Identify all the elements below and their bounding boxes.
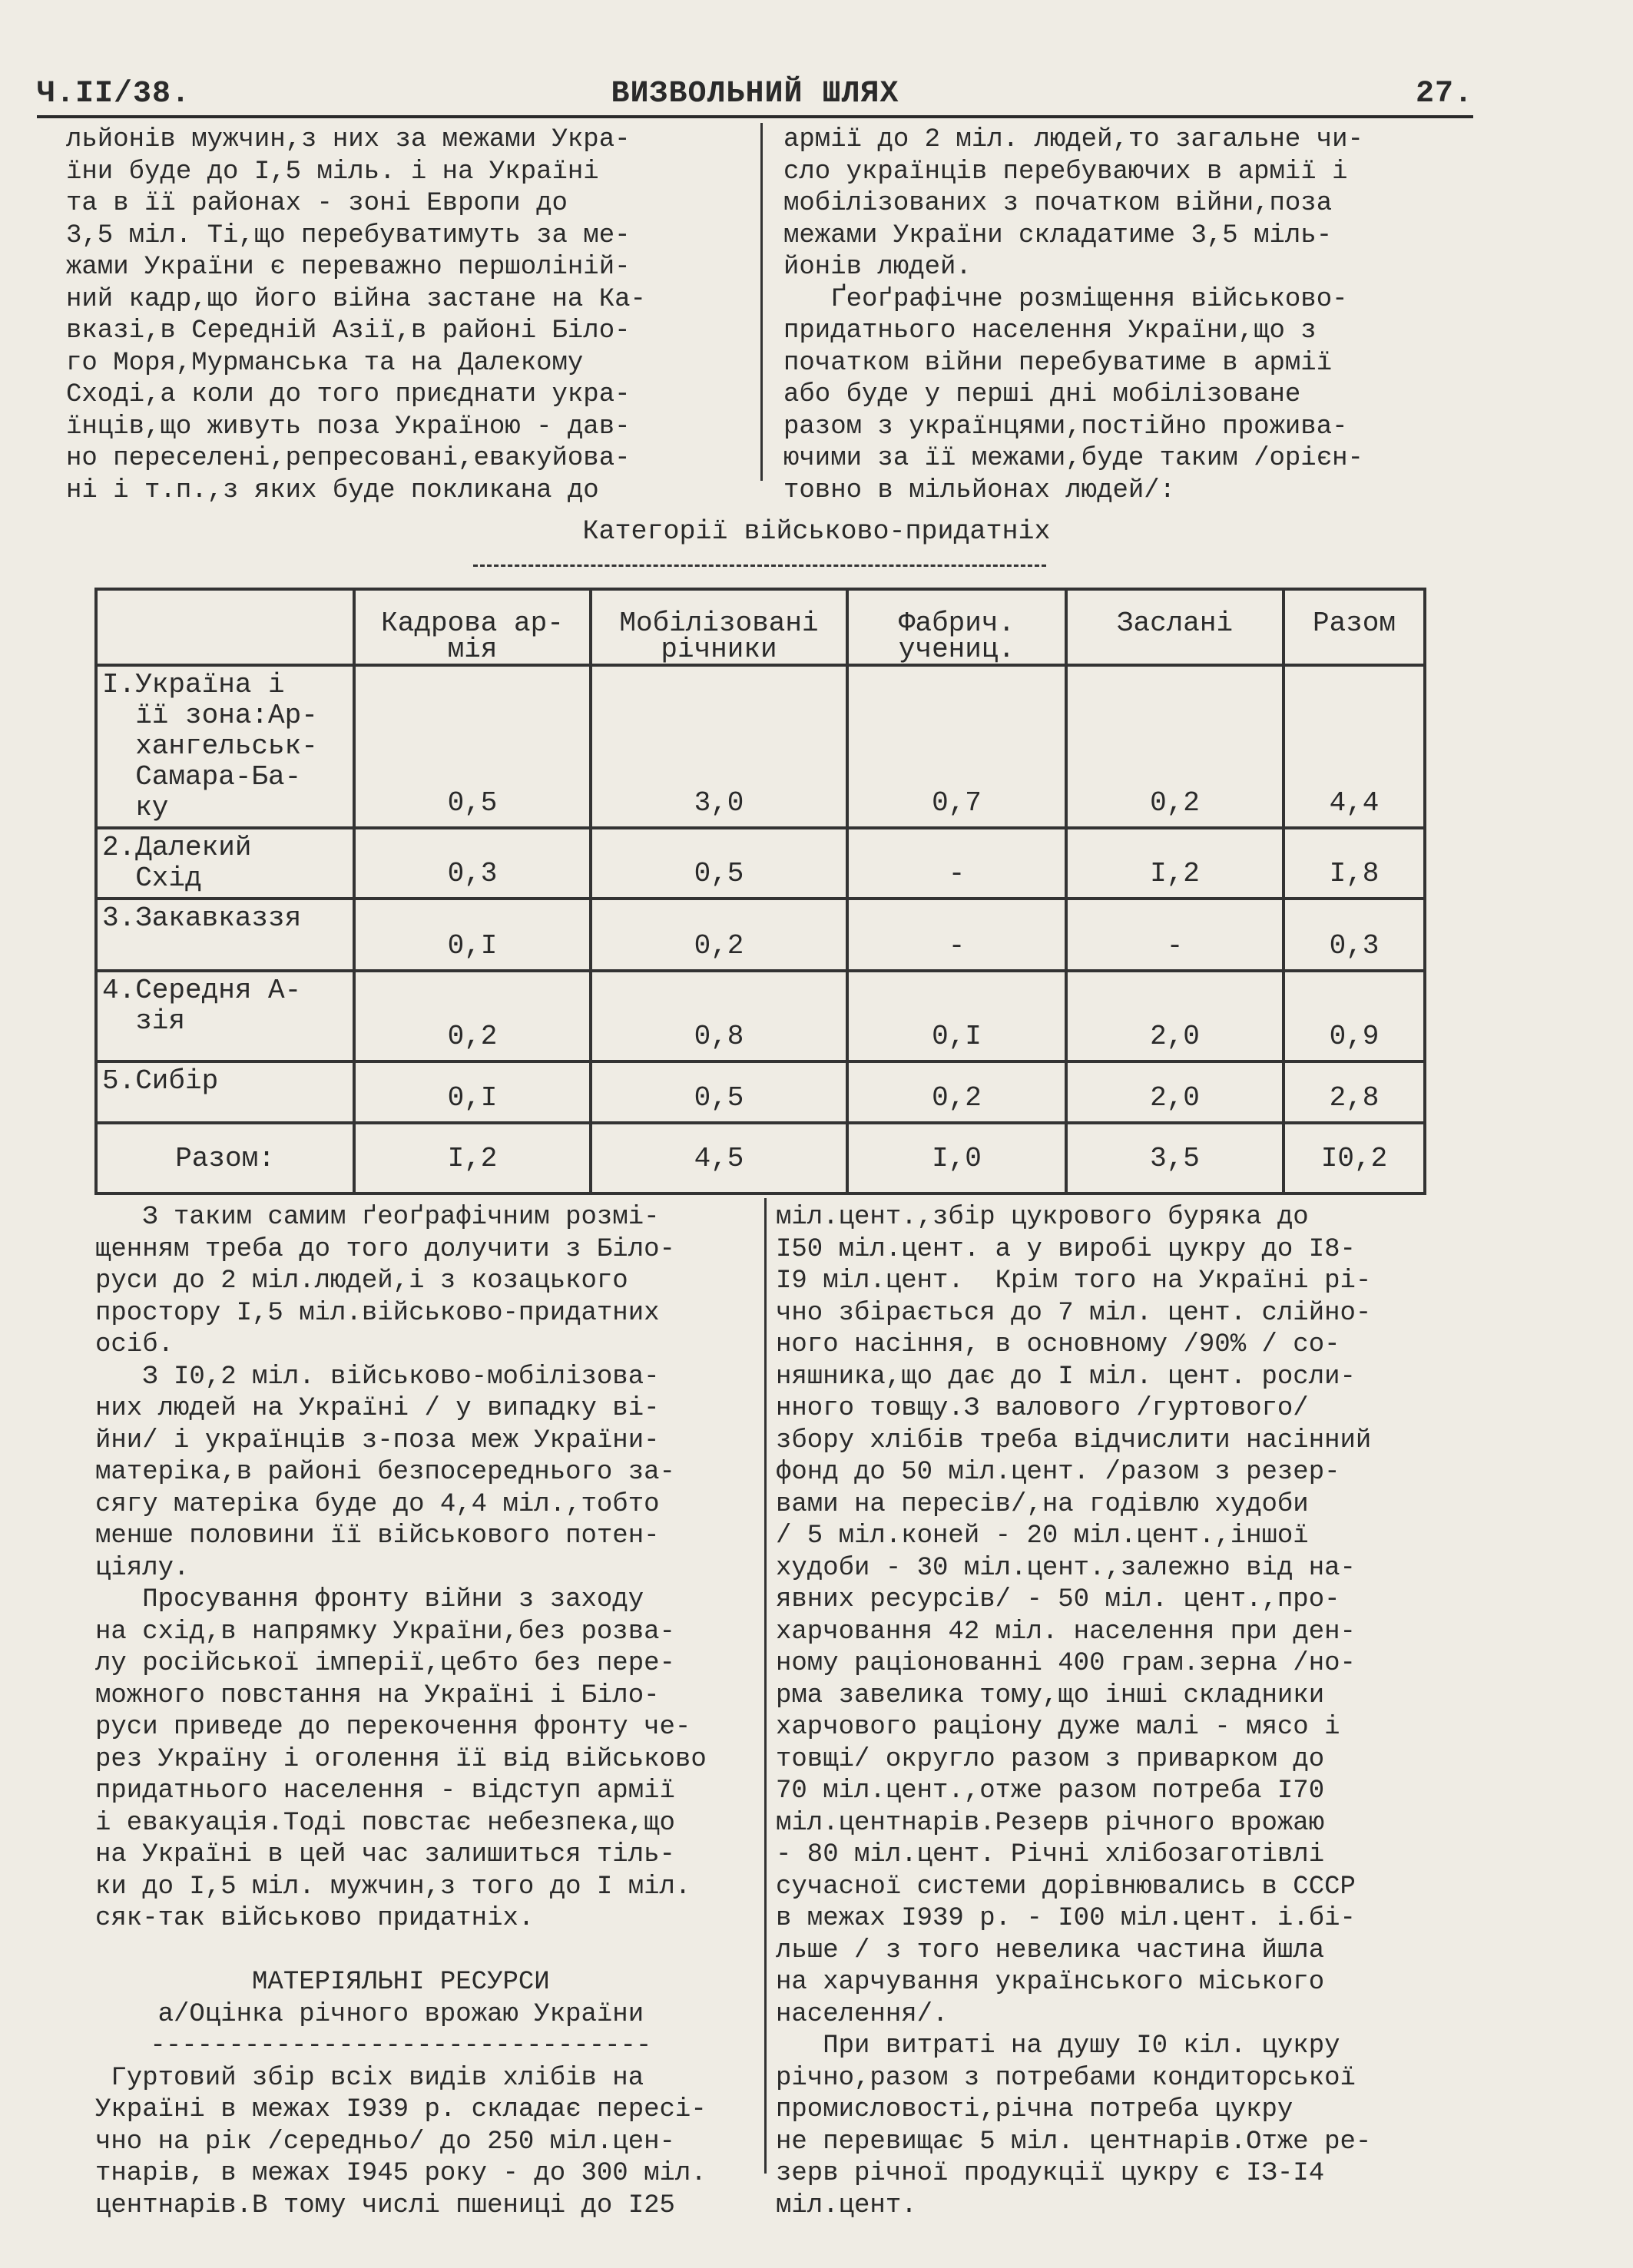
row-label: 3.Закавказзя: [96, 899, 354, 971]
text-line: сягу матерiка буде до 4,4 міл.,тобто: [95, 1489, 660, 1519]
text-line: йонів людей.: [783, 253, 972, 282]
text-line: - 80 міл.цент. Річні хлібозаготівлі: [776, 1840, 1325, 1869]
text-line: нного товщу.З валового /гуртового/: [776, 1394, 1309, 1423]
table-row: [96, 1061, 1425, 1123]
table-cell: 0,3: [1284, 899, 1425, 971]
column-header: [96, 589, 354, 665]
column-divider-top: [760, 123, 763, 481]
text-line: чно на рік /середньо/ до 250 міл.цен-: [95, 2127, 675, 2157]
text-line: З І0,2 міл. військово-мобілізова-: [95, 1362, 660, 1392]
text-line: Ґеоґрафічне розміщення військово-: [783, 284, 1348, 314]
table-cell: 0,5: [591, 828, 847, 899]
total-cell: І,0: [847, 1123, 1066, 1194]
text-line: льше / з того невелика частина йшла: [776, 1935, 1325, 1965]
text-line: [95, 1935, 707, 1968]
page-header: [37, 77, 1473, 118]
text-line: міл.цент.,збір цукрового буряка до: [776, 1203, 1309, 1232]
top-right-column: [783, 124, 1363, 507]
text-line: З таким самим ґеоґрафічним розмі-: [95, 1203, 660, 1232]
text-line: руси до 2 міл.людей,і з козацького: [95, 1266, 628, 1296]
top-left-column: [66, 124, 646, 507]
column-divider-bottom: [764, 1198, 767, 2174]
text-line: в межах І939 р. - І00 міл.цент. і.бі-: [776, 1904, 1356, 1933]
text-line: їнців,що живуть поза Україною - дав-: [66, 412, 631, 442]
text-line: При витраті на душу І0 кіл. цукру: [776, 2031, 1340, 2061]
text-line: не перевищає 5 міл. центнарів.Отже ре-: [776, 2127, 1372, 2157]
table-cell: -: [847, 828, 1066, 899]
military-categories-table: [94, 588, 1426, 1195]
text-line: го Моря,Мурманська та на Далекому: [66, 348, 584, 378]
table-cell: 2,8: [1284, 1061, 1425, 1123]
text-line: --------------------------------: [150, 2031, 652, 2061]
table-cell: 0,9: [1284, 971, 1425, 1061]
table-row: [96, 665, 1425, 828]
text-line: жами України є переважно першолінiй-: [66, 253, 631, 282]
table-cell: 0,2: [591, 899, 847, 971]
text-line: осіб.: [95, 1330, 174, 1359]
text-line: явних ресурсів/ - 50 міл. цент.,про-: [776, 1585, 1340, 1614]
text-line: худоби - 30 міл.цент.,залежно від на-: [776, 1553, 1356, 1583]
text-line: харчового раціону дуже малі - мясо і: [776, 1713, 1340, 1742]
table-cell: 0,3: [354, 828, 591, 899]
column-header: Мобілізовані річники: [591, 589, 847, 665]
table-cell: 0,І: [847, 971, 1066, 1061]
row-label: 2.Далекий Схід: [96, 828, 354, 899]
text-line: Просування фронту війни з заходу: [95, 1585, 644, 1614]
table-cell: 0,2: [1066, 665, 1284, 828]
text-line: сяк-так військово придатніх.: [95, 1904, 535, 1933]
text-line: / 5 міл.коней - 20 міл.цент.,іншої: [776, 1521, 1309, 1551]
text-line: няшника,що дає до І міл. цент. росли-: [776, 1362, 1356, 1392]
issue-number: Ч.ІІ/38.: [37, 77, 191, 111]
text-line: ні і т.п.,з яких буде покликана до: [66, 475, 599, 505]
text-line: льйонів мужчин,з них за межами Укра-: [66, 125, 631, 154]
text-line: руси приведе до перекочення фронту че-: [95, 1713, 691, 1742]
text-line: річно,разом з потребами кондиторської: [776, 2063, 1356, 2093]
table-row: [96, 899, 1425, 971]
table-caption: Категорії військово-придатніх: [582, 516, 1051, 547]
text-line: 70 міл.цент.,отже разом потреба І70: [776, 1776, 1325, 1806]
table-total-row: [96, 1123, 1425, 1194]
table-cell: 0,8: [591, 971, 847, 1061]
text-line: ціялу.: [95, 1553, 190, 1583]
total-cell: І,2: [354, 1123, 591, 1194]
text-line: промисловості,річна потреба цукру: [776, 2095, 1293, 2124]
text-line: 3,5 міл. Ті,що перебуватимуть за ме-: [66, 220, 631, 250]
table-cell: І,2: [1066, 828, 1284, 899]
table-cell: 0,І: [354, 899, 591, 971]
table-cell: 4,4: [1284, 665, 1425, 828]
text-line: ному раціонованні 400 грам.зерна /но-: [776, 1649, 1356, 1678]
text-line: простору І,5 міл.військово-придатних: [95, 1298, 660, 1328]
table-cell: -: [847, 899, 1066, 971]
table-row: [96, 971, 1425, 1061]
page-number: 27.: [1415, 77, 1473, 111]
text-line: товщі/ округло разом з приварком до: [776, 1744, 1325, 1774]
text-line: ки до І,5 міл. мужчин,з того до І міл.: [95, 1872, 691, 1902]
text-line: но переселені,репресовані,евакуйова-: [66, 444, 631, 473]
text-line: ючими за її межами,буде таким /орієн-: [783, 444, 1363, 473]
text-line: на харчування українського міського: [776, 1968, 1325, 1997]
text-line: І50 міл.цент. а у виробі цукру до І8-: [776, 1234, 1356, 1264]
column-header: Разом: [1284, 589, 1425, 665]
text-line: а/Оцінка річного врожаю України: [157, 1999, 644, 2029]
text-line: міл.цент.: [776, 2190, 917, 2220]
table-cell: 0,7: [847, 665, 1066, 828]
table-caption-underline: [473, 565, 1046, 567]
text-line: йни/ і українців з-поза меж України-: [95, 1425, 660, 1455]
table-cell: 0,5: [591, 1061, 847, 1123]
total-cell: І0,2: [1284, 1123, 1425, 1194]
text-line: ний кадр,що його війна застане на Ка-: [66, 284, 646, 314]
text-line: МАТЕРІЯЛЬНІ РЕСУРСИ: [252, 1968, 550, 1997]
text-line: матерiка,в районі безпосереднього за-: [95, 1458, 675, 1487]
text-line: сучасної системи дорівнювались в СССР: [776, 1872, 1356, 1902]
row-label: 5.Сибір: [96, 1061, 354, 1123]
text-line: лу російської імперії,цебто без пере-: [95, 1649, 675, 1678]
table-cell: 0,2: [354, 971, 591, 1061]
table-header-row: [96, 589, 1425, 665]
text-line: рма завелика тому,що інші складники: [776, 1680, 1325, 1710]
text-line: населення/.: [776, 1999, 949, 2029]
text-line: межами України складатиме 3,5 міль-: [783, 220, 1333, 250]
text-line: вказі,в Середній Азії,в районі Біло-: [66, 316, 631, 346]
table-cell: 3,0: [591, 665, 847, 828]
text-line: товно в мільйонах людей/:: [783, 475, 1176, 505]
text-line: них людей на Україні / у випадку ві-: [95, 1394, 660, 1423]
bottom-left-column: [95, 1202, 707, 2222]
column-header: Кадрова ар- мія: [354, 589, 591, 665]
total-label: Разом:: [96, 1123, 354, 1194]
table-cell: 0,5: [354, 665, 591, 828]
text-line: разом з українцями,постійно прожива-: [783, 412, 1348, 442]
text-line: менше половини її військового потен-: [95, 1521, 660, 1551]
row-label: 4.Середня А- зія: [96, 971, 354, 1061]
text-line: або буде у перші дні мобілізоване: [783, 380, 1301, 409]
row-label: І.Україна і її зона:Ар- хангельськ- Самара-Ба- ку: [96, 665, 354, 828]
text-line: та в її районах - зоні Европи до: [66, 189, 568, 218]
column-header: Заслані: [1066, 589, 1284, 665]
text-line: рез Україну і оголення її від військово: [95, 1744, 707, 1774]
total-cell: 3,5: [1066, 1123, 1284, 1194]
text-line: І9 міл.цент. Крім того на Україні рі-: [776, 1266, 1372, 1296]
text-line: харчовання 42 міл. населення при ден-: [776, 1617, 1356, 1647]
text-line: вами на пересів/,на годівлю худоби: [776, 1489, 1309, 1519]
text-line: центнарів.В тому числі пшениці до І25: [95, 2190, 675, 2220]
text-line: щенням треба до того долучити з Біло-: [95, 1234, 675, 1264]
text-line: Сході,а коли до того приєднати укра-: [66, 380, 631, 409]
text-line: ного насіння, в основному /90% / со-: [776, 1330, 1340, 1359]
text-line: збору хлібів треба відчислити насінний: [776, 1425, 1372, 1455]
table-cell: 0,2: [847, 1061, 1066, 1123]
text-line: тнарів, в межах І945 року - до 300 міл.: [95, 2159, 707, 2188]
table-cell: -: [1066, 899, 1284, 971]
text-line: на Україні в цей час залишиться тіль-: [95, 1840, 675, 1869]
text-line: фонд до 50 міл.цент. /разом з резер-: [776, 1458, 1340, 1487]
text-line: міл.центнарів.Резерв річного врожаю: [776, 1808, 1325, 1838]
text-line: сло українців перебуваючих в армії і: [783, 157, 1348, 187]
table-row: [96, 828, 1425, 899]
table-cell: 0,І: [354, 1061, 591, 1123]
text-line: придатнього населення України,що з: [783, 316, 1317, 346]
text-line: можного повстання на Україні і Біло-: [95, 1680, 660, 1710]
text-line: початком війни перебуватиме в армії: [783, 348, 1333, 378]
text-line: Україні в межах І939 р. складає пересі-: [95, 2095, 707, 2124]
text-line: зерв річної продукції цукру є ІЗ-І4: [776, 2159, 1325, 2188]
text-line: армії до 2 міл. людей,то загальне чи-: [783, 125, 1363, 154]
table-cell: 2,0: [1066, 1061, 1284, 1123]
text-line: чно збірається до 7 міл. цент. слійно-: [776, 1298, 1372, 1328]
text-line: і евакуація.Тоді повстає небезпека,що: [95, 1808, 675, 1838]
text-line: їни буде до І,5 міль. і на Україні: [66, 157, 599, 187]
table-cell: 2,0: [1066, 971, 1284, 1061]
column-header: Фабрич. учениц.: [847, 589, 1066, 665]
journal-title: ВИЗВОЛЬНИЙ ШЛЯХ: [611, 77, 899, 111]
text-line: мобілізованих з початком війни,поза: [783, 189, 1333, 218]
bottom-right-column: [776, 1202, 1371, 2222]
text-line: Гуртовий збір всіх видів хлібів на: [95, 2063, 644, 2093]
table-cell: І,8: [1284, 828, 1425, 899]
total-cell: 4,5: [591, 1123, 847, 1194]
text-line: на схід,в напрямку України,без розва-: [95, 1617, 675, 1647]
text-line: придатнього населення - відступ армії: [95, 1776, 675, 1806]
